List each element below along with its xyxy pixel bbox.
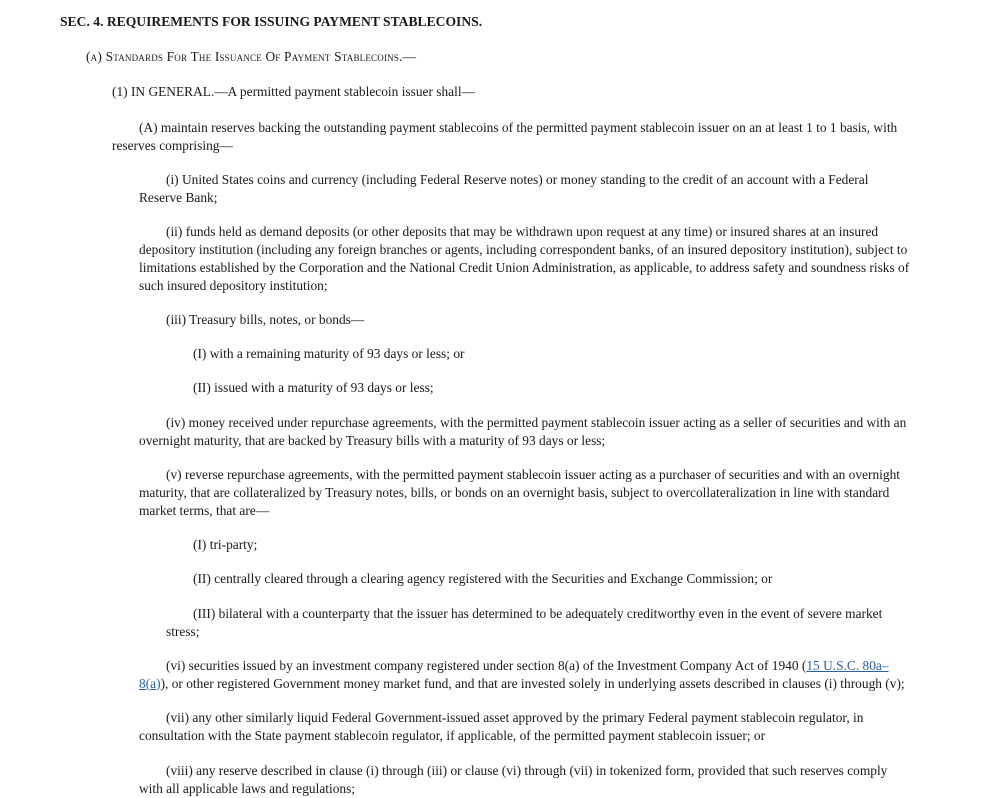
paragraph-1-heading: (1) IN GENERAL.—A permitted payment stablecoin issuer shall— bbox=[112, 84, 475, 99]
clause-v-line-2: maturity, that are collateralized by Treasury notes, bills, or bonds on an overnight basis, subject to overcollateralization in line with standard bbox=[139, 485, 890, 500]
clause-v-line-3: market terms, that are— bbox=[139, 503, 270, 518]
usc-citation-link-part-2[interactable]: 8(a) bbox=[139, 676, 161, 691]
clause-iv-line-2: overnight maturity, that are backed by Treasury bills with a maturity of 93 days or less; bbox=[139, 433, 606, 448]
clause-vi-text-1: (vi) securities issued by an investment company registered under section 8(a) of the Investment Company Act of 1940 ( bbox=[166, 658, 807, 673]
clause-ii-line-2: depository institution (including any foreign branches or agents, including correspondent banks, of an insured depository institution), subject to bbox=[139, 242, 908, 257]
clause-vii-line-1: (vii) any other similarly liquid Federal Government-issued asset approved by the primary Federal payment stablecoin regulator, in bbox=[166, 710, 864, 725]
clause-viii-line-1: (viii) any reserve described in clause (i) through (iii) or clause (vi) through (vii) in tokenized form, provided that such reserves comply bbox=[166, 763, 888, 778]
clause-vi-line-1 bbox=[166, 657, 889, 675]
clause-v-subclause-II: (II) centrally cleared through a clearing agency registered with the Securities and Exchange Commission; or bbox=[193, 571, 773, 586]
clause-ii-line-3: limitations established by the Corporation and the National Credit Union Administration, as applicable, to address safety and soundness risks of bbox=[139, 260, 910, 275]
clause-v-subclause-III-line-2: stress; bbox=[166, 624, 200, 639]
section-heading: SEC. 4. REQUIREMENTS FOR ISSUING PAYMENT STABLECOINS. bbox=[60, 14, 483, 29]
clause-vi-line-2 bbox=[139, 675, 905, 693]
clause-ii-line-4: such insured depository institution; bbox=[139, 278, 328, 293]
subsection-a-heading: (a) Standards For The Issuance Of Payment Stablecoins.— bbox=[86, 49, 417, 64]
clause-iv-line-1: (iv) money received under repurchase agreements, with the permitted payment stablecoin issuer acting as a seller of securities and with an bbox=[166, 415, 907, 430]
paragraph-a-line-2: reserves comprising— bbox=[112, 138, 233, 153]
clause-vi-text-2: ), or other registered Government money market fund, and that are invested solely in underlying assets described in clauses (i) through (v); bbox=[160, 676, 905, 691]
paragraph-a-line-1: (A) maintain reserves backing the outstanding payment stablecoins of the permitted payment stablecoin issuer on an at least 1 to 1 basis, with bbox=[139, 120, 898, 135]
clause-iii-subclause-I: (I) with a remaining maturity of 93 days or less; or bbox=[193, 346, 465, 361]
clause-vii-line-2: consultation with the State payment stablecoin regulator, if applicable, of the permitted payment stablecoin issuer; or bbox=[139, 728, 766, 743]
clause-iii: (iii) Treasury bills, notes, or bonds— bbox=[166, 312, 365, 327]
usc-citation-link-part-1[interactable]: 15 U.S.C. 80a– bbox=[806, 658, 889, 673]
clause-i-line-2: Reserve Bank; bbox=[139, 190, 218, 205]
clause-viii-line-2: with all applicable laws and regulations; bbox=[139, 781, 356, 796]
clause-iii-subclause-II: (II) issued with a maturity of 93 days or less; bbox=[193, 380, 434, 395]
clause-v-line-1: (v) reverse repurchase agreements, with the permitted payment stablecoin issuer acting as a purchaser of securities and with an overnight bbox=[166, 467, 900, 482]
clause-v-subclause-I: (I) tri-party; bbox=[193, 537, 258, 552]
clause-ii-line-1: (ii) funds held as demand deposits (or other deposits that may be withdrawn upon request at any time) or insured shares at an insured bbox=[166, 224, 879, 239]
clause-i-line-1: (i) United States coins and currency (including Federal Reserve notes) or money standing to the credit of an account with a Federal bbox=[166, 172, 869, 187]
clause-v-subclause-III-line-1: (III) bilateral with a counterparty that the issuer has determined to be adequately creditworthy even in the event of severe market bbox=[193, 606, 883, 621]
